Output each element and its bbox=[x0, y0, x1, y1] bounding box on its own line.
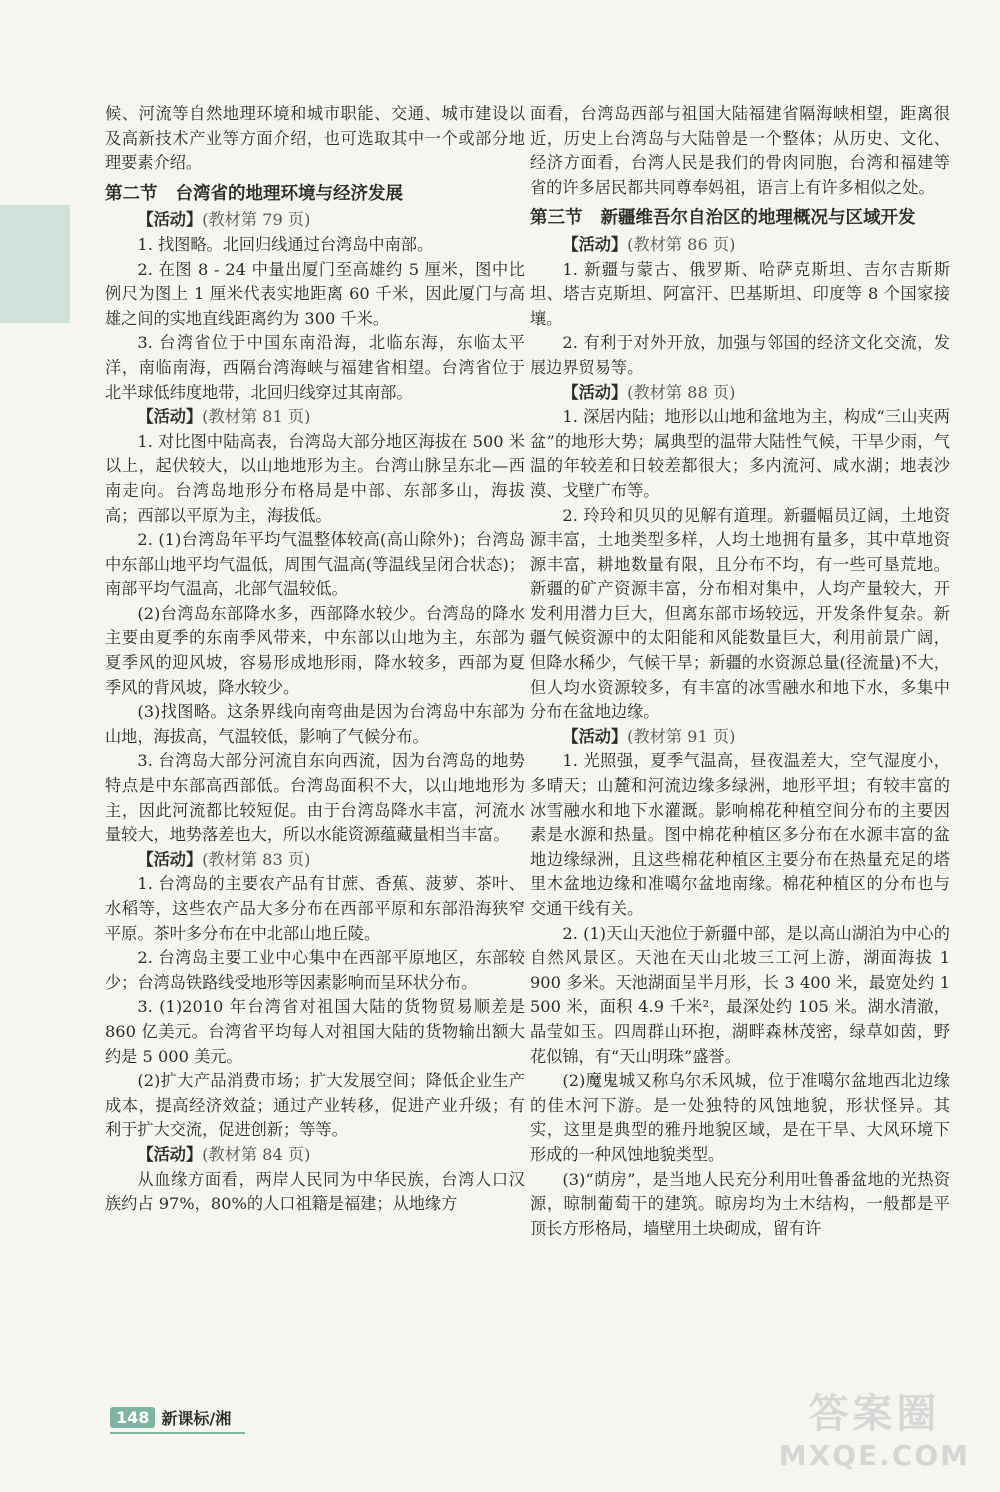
activity-label bbox=[530, 381, 950, 406]
page-footer bbox=[110, 1406, 231, 1429]
paragraph: 1. 光照强，夏季气温高，昼夜温差大，空气湿度小，多晴天；山麓和河流边缘多绿洲，地形平坦；有较丰富的冰雪融水和地下水灌溉。影响棉花种植空间分布的主要因素是水源和热量。图中棉花种植区多分布在水源丰富的盆地边缘绿洲，且这些棉花种植区主要分布在热量充足的塔里木盆地边缘和准噶尔盆地南缘。棉花种植区的分布也与交通干线有关。 bbox=[530, 751, 950, 918]
paragraph: (3)“荫房”，是当地人民充分利用吐鲁番盆地的光热资源，晾制葡萄干的建筑。晾房均为土木结构，一般都是平顶长方形格局，墙壁用土块砌成，留有许 bbox=[530, 1169, 950, 1238]
intro-paragraph: 候、河流等自然地理环境和城市职能、交通、城市建设以及高新技术产业等方面介绍，也可选取其中一个或部分地理要素介绍。 bbox=[105, 104, 525, 173]
watermark-url: MXQE.COM bbox=[778, 1439, 970, 1472]
paragraph: 1. 台湾岛的主要农产品有甘蔗、香蕉、菠萝、茶叶、水稻等，这些农产品大多分布在西部平原和东部沿海狭窄平原。茶叶多分布在中北部山地丘陵。 bbox=[105, 874, 525, 943]
activity-label bbox=[530, 725, 950, 750]
activity-tag: 【活动】 bbox=[137, 210, 203, 230]
paragraph: 2. 有利于对外开放，加强与邻国的经济文化交流，发展边界贸易等。 bbox=[530, 333, 950, 377]
paragraph: 2. (1)台湾岛年平均气温整体较高(高山除外)；台湾岛中东部山地平均气温低，周围气温高(等温线呈闭合状态)；南部平均气温高，北部气温较低。 bbox=[105, 530, 525, 599]
paragraph: 1. 对比图中陆高表，台湾岛大部分地区海拔在 500 米以上，起伏较大，以山地地形为主。台湾山脉呈东北—西南走向。台湾岛地形分布格局是中部、东部多山，海拔高；西部以平原为主，海拔低。 bbox=[105, 431, 525, 525]
activity-label bbox=[105, 848, 525, 873]
textbook-ref: (教材第 79 页) bbox=[202, 210, 311, 230]
watermark bbox=[779, 1382, 970, 1472]
right-column bbox=[530, 102, 950, 1241]
section-title: 台湾省的地理环境与经济发展 bbox=[175, 183, 403, 204]
section-number: 第三节 bbox=[530, 208, 583, 229]
activity-label bbox=[530, 233, 950, 258]
textbook-ref: (教材第 91 页) bbox=[627, 726, 736, 746]
activity-tag: 【活动】 bbox=[562, 382, 628, 402]
series-label: 新课标/湘 bbox=[161, 1409, 232, 1428]
textbook-ref: (教材第 86 页) bbox=[627, 234, 736, 254]
section-title: 新疆维吾尔自治区的地理概况与区域开发 bbox=[600, 208, 916, 229]
left-column bbox=[105, 102, 525, 1217]
paragraph: 1. 新疆与蒙古、俄罗斯、哈萨克斯坦、吉尔吉斯斯坦、塔吉克斯坦、阿富汗、巴基斯坦、印度等 8 个国家接壤。 bbox=[530, 259, 950, 328]
paragraph: 2. 玲玲和贝贝的见解有道理。新疆幅员辽阔，土地资源丰富，土地类型多样，人均土地拥有量多，其中草地资源丰富，耕地数量有限，且分布不均，有一些可垦荒地。新疆的矿产资源丰富，分布相对集中，人均产量较大，开发利用潜力巨大，但离东部市场较远，开发条件复杂。新疆气候资源中的太阳能和风能数量巨大，利用前景广阔，但降水稀少，气候干旱；新疆的水资源总量(径流量)不大，但人均水资源较多，有丰富的冰雪融水和地下水，多集中分布在盆地边缘。 bbox=[530, 505, 950, 722]
activity-tag: 【活动】 bbox=[137, 849, 203, 869]
section-2-heading bbox=[105, 182, 525, 207]
watermark-logo-text: 答案圈 bbox=[808, 1391, 941, 1437]
activity-label bbox=[105, 208, 525, 233]
paragraph: 从血缘方面看，两岸人民同为中华民族，台湾人口汉族约占 97%，80%的人口祖籍是福建；从地缘方 bbox=[105, 1169, 525, 1214]
paragraph: 2. 台湾岛主要工业中心集中在西部平原地区，东部较少；台湾岛铁路线受地形等因素影响而呈环状分布。 bbox=[105, 948, 525, 992]
paragraph: (2)魔鬼城又称乌尔禾风城，位于准噶尔盆地西北边缘的佳木河下游。是一处独特的风蚀地貌，形状怪异。其实，这里是典型的雅丹地貌区域，是在干旱、大风环境下形成的一种风蚀地貌类型。 bbox=[530, 1071, 950, 1164]
footer-rule bbox=[110, 1432, 245, 1434]
paragraph: 2. 在图 8 - 24 中量出厦门至高雄约 5 厘米，图中比例尺为图上 1 厘米代表实地距离 60 千米，因此厦门与高雄之间的实地直线距离约为 300 千米。 bbox=[105, 259, 525, 328]
activity-tag: 【活动】 bbox=[562, 234, 628, 254]
activity-label bbox=[105, 405, 525, 430]
paragraph: 1. 深居内陆；地形以山地和盆地为主，构成“三山夹两盆”的地形大势；属典型的温带大陆性气候，干旱少雨，气温的年较差和日较差都很大；多内流河、咸水湖；地表沙漠、戈壁广布等。 bbox=[530, 407, 950, 500]
paragraph: (2)扩大产品消费市场；扩大发展空间；降低企业生产成本，提高经济效益；通过产业转移，促进产业升级；有利于扩大交流，促进创新；等等。 bbox=[105, 1071, 525, 1140]
section-3-heading bbox=[530, 206, 950, 231]
paragraph: (2)台湾岛东部降水多，西部降水较少。台湾岛的降水主要由夏季的东南季风带来，中东部以山地为主，东部为夏季风的迎风坡，容易形成地形雨，降水较多，西部为夏季风的背风坡，降水较少。 bbox=[105, 603, 525, 697]
paragraph: 3. 台湾省位于中国东南沿海，北临东海，东临太平洋，南临南海，西隔台湾海峡与福建省相望。台湾省位于北半球低纬度地带，北回归线穿过其南部。 bbox=[105, 333, 525, 402]
side-tab bbox=[0, 205, 70, 323]
paragraph: 3. 台湾岛大部分河流自东向西流，因为台湾岛的地势特点是中东部高西部低。台湾岛面积不大，以山地地形为主，因此河流都比较短促。由于台湾岛降水丰富，河流水量较大，地势落差也大，所以水能资源蕴藏量相当丰富。 bbox=[105, 751, 525, 845]
section-number: 第二节 bbox=[105, 183, 158, 204]
textbook-ref: (教材第 83 页) bbox=[202, 849, 311, 869]
paragraph: 2. (1)天山天池位于新疆中部，是以高山湖泊为中心的自然风景区。天池在天山北坡三工河上游，湖面海拔 1 900 多米。天池湖面呈半月形，长 3 400 米，最宽处约 1 500 米，面积 4.9 千米²，最深处约 105 米。湖水清澈，晶莹如玉。四周群山环抱，湖畔森林茂密，绿草如茵，野花似锦，有“天山明珠”盛誉。 bbox=[530, 923, 950, 1066]
paragraph: 1. 找图略。北回归线通过台湾岛中南部。 bbox=[137, 234, 434, 254]
activity-label bbox=[105, 1143, 525, 1168]
textbook-ref: (教材第 81 页) bbox=[202, 407, 311, 427]
paragraph: 3. (1)2010 年台湾省对祖国大陆的货物贸易顺差是 860 亿美元。台湾省平均每人对祖国大陆的货物输出额大约是 5 000 美元。 bbox=[105, 997, 525, 1066]
activity-tag: 【活动】 bbox=[137, 407, 203, 427]
paragraph: (3)找图略。这条界线向南弯曲是因为台湾岛中东部为山地，海拔高，气温较低，影响了气候分布。 bbox=[105, 702, 525, 746]
paragraph: 面看，台湾岛西部与祖国大陆福建省隔海峡相望，距离很近，历史上台湾岛与大陆曾是一个整体；从历史、文化、经济方面看，台湾人民是我们的骨肉同胞，台湾和福建等省的许多居民都共同尊奉妈祖，语言上有许多相似之处。 bbox=[530, 104, 950, 197]
activity-tag: 【活动】 bbox=[137, 1144, 203, 1164]
textbook-ref: (教材第 84 页) bbox=[202, 1144, 311, 1164]
textbook-ref: (教材第 88 页) bbox=[627, 382, 736, 402]
page-number: 148 bbox=[110, 1407, 155, 1428]
activity-tag: 【活动】 bbox=[562, 726, 628, 746]
